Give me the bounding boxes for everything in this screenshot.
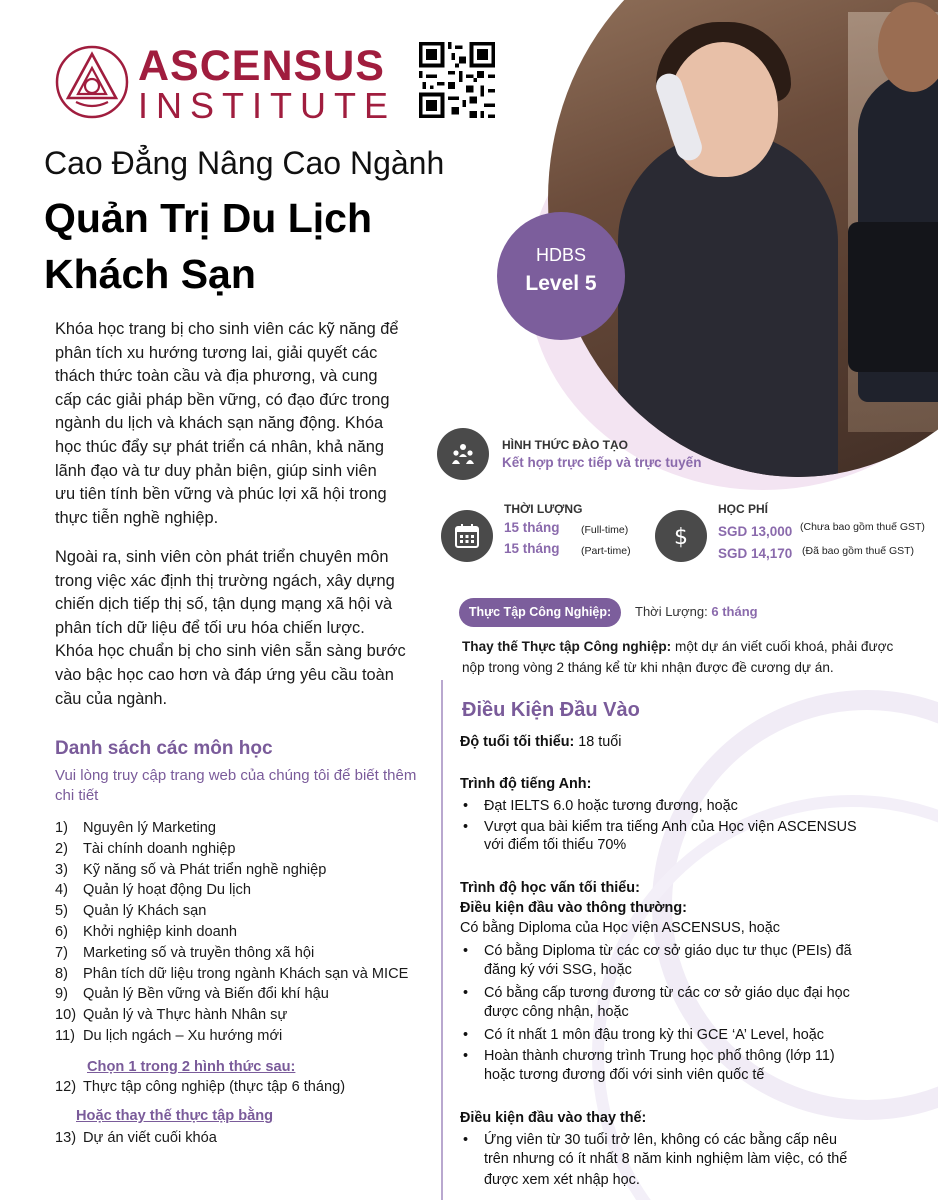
item-name: Tài chính doanh nghiệp [83, 840, 236, 857]
description-paragraph-2 [55, 546, 423, 711]
education-requirement-label [460, 880, 640, 896]
duration-fulltime-value: 15 tháng [504, 520, 560, 535]
list-item [55, 1130, 217, 1146]
list-item [55, 901, 408, 922]
text-line: phân tích dữ liệu để tối ưu hóa chiến lược. [55, 618, 365, 637]
item-number: 12) [55, 1079, 77, 1095]
list-item [55, 818, 408, 839]
item-name: Khởi nghiệp kinh doanh [83, 923, 238, 940]
list-item [55, 984, 408, 1005]
list-item-continuation: với điểm tối thiểu 70% [484, 837, 627, 853]
list-item [55, 860, 408, 881]
item-number: 7) [55, 944, 68, 961]
dollar-icon [655, 510, 707, 562]
item-number: 10) [55, 1007, 77, 1024]
list-item [55, 839, 408, 860]
min-age-value: 18 tuổi [574, 734, 622, 750]
english-label-text: Trình độ tiếng Anh: [460, 776, 592, 792]
list-item: • Ứng viên từ 30 tuổi trở lên, không có các bằng cấp nêu [460, 1130, 837, 1151]
item-name: Kỹ năng số và Phát triển nghề nghiệp [83, 861, 327, 878]
item-name: Nguyên lý Marketing [83, 820, 217, 836]
group-people-icon [437, 428, 489, 480]
item-name: Thực tập công nghiệp (thực tập 6 tháng) [83, 1079, 346, 1095]
column-divider [441, 680, 443, 1200]
description-paragraph-1 [55, 318, 423, 530]
normal-entry-list [460, 983, 850, 1004]
education-label-text: Trình độ học vấn tối thiểu: [460, 880, 640, 896]
internship-replacement-text [462, 636, 912, 678]
fee-note-1: (Chưa bao gồm thuế GST) [800, 521, 925, 533]
internship-duration-label: Thời Lượng: [635, 604, 708, 619]
text-line: thực tiễn nghề nghiệp. [55, 508, 219, 527]
text-line: Khóa học trang bị cho sinh viên các kỹ năng để [55, 320, 399, 338]
item-name: Marketing số và truyền thông xã hội [83, 944, 315, 961]
item-number: 11) [55, 1027, 76, 1044]
text-line: phân tích xu hướng tương lai, giải quyết các [55, 343, 378, 362]
item-number: 9) [55, 986, 68, 1003]
training-mode-label: HÌNH THỨC ĐÀO TẠO [502, 438, 628, 452]
replacement-label: Thay thế Thực tập Công nghiệp: [462, 639, 672, 654]
normal-entry-list [460, 941, 852, 962]
min-age-label: Độ tuổi tối thiểu: [460, 734, 575, 750]
logo-emblem-icon [54, 44, 130, 120]
item-name: Quản lý Khách sạn [83, 903, 207, 920]
list-item: • Có ít nhất 1 môn đậu trong kỳ thi GCE ‘A’ Level, hoặc [460, 1025, 835, 1046]
list-item-continuation: đăng ký với SSG, hoặc [484, 962, 632, 978]
text-line: học thúc đẩy sự phát triển cá nhân, khả năng [55, 437, 384, 456]
normal-entry-label-text: Điều kiện đầu vào thông thường: [460, 900, 687, 916]
logo-subtext: INSTITUTE [138, 85, 396, 126]
fee-value-1: SGD 13,000 [718, 524, 793, 539]
fee-value-2: SGD 14,170 [718, 546, 793, 561]
training-mode-value: Kết hợp trực tiếp và trực tuyến [502, 455, 702, 470]
internship-badge: Thực Tập Công Nghiệp: [459, 598, 621, 627]
english-requirement-list [460, 796, 857, 837]
alternative-option-label: Hoặc thay thế thực tập bằng [76, 1108, 274, 1124]
list-item: • Có bằng cấp tương đương từ các cơ sở giáo dục đại học [460, 983, 850, 1004]
institute-logo [54, 42, 396, 126]
entry-requirements-title: Điều Kiện Đầu Vào [462, 699, 640, 721]
item-number: 8) [55, 965, 68, 982]
item-number: 3) [55, 861, 68, 878]
list-item [55, 964, 408, 985]
list-item [55, 943, 408, 964]
item-number: 2) [55, 840, 68, 857]
alternative-entry-label [460, 1110, 646, 1126]
text-line: thách thức toàn cầu và địa phương, và cung [55, 367, 378, 386]
list-item: • Hoàn thành chương trình Trung học phổ thông (lớp 11) [460, 1046, 835, 1067]
item-name: Quản lý Bền vững và Biến đổi khí hậu [83, 986, 329, 1003]
course-list-subtitle-link[interactable]: Vui lòng truy cập trang web của chúng tôi để biết thêm chi tiết [55, 767, 417, 804]
list-item-continuation: hoặc tương đương đối với sinh viên quốc tế [484, 1067, 765, 1083]
item-name: Dự án viết cuối khóa [83, 1130, 217, 1146]
duration-fulltime-note: (Full-time) [581, 524, 629, 536]
fee-note-2: (Đã bao gồm thuế GST) [802, 545, 915, 557]
item-name: Quản lý và Thực hành Nhân sự [83, 1007, 288, 1024]
internship-duration [635, 604, 758, 619]
course-list [55, 818, 408, 1047]
normal-entry-list [460, 1025, 835, 1066]
text-line: Ngoài ra, sinh viên còn phát triển chuyên môn [55, 548, 389, 566]
duration-label: THỜI LƯỢNG [504, 502, 583, 516]
text-line: lãnh đạo và tư duy phản biện, giúp sinh viên [55, 461, 377, 480]
item-number: 4) [55, 882, 68, 899]
list-item-continuation: trên nhưng có ít nhất 8 năm kinh nghiệm làm việc, có thể [484, 1151, 848, 1167]
item-name: Phân tích dữ liệu trong ngành Khách sạn và MICE [83, 965, 409, 982]
english-requirement-label [460, 776, 591, 792]
list-item [55, 1079, 345, 1095]
program-level-title: Cao Đẳng Nâng Cao Ngành [44, 145, 445, 181]
list-item [55, 880, 408, 901]
choose-option-label: Chọn 1 trong 2 hình thức sau: [87, 1059, 296, 1075]
svg-text:$: $ [674, 525, 688, 550]
text-line: vào bậc học cao hơn và đáp ứng yêu cầu toàn [55, 665, 394, 684]
program-name-line-2: Khách Sạn [44, 251, 256, 297]
list-item-continuation: được công nhận, hoặc [484, 1004, 629, 1020]
list-item [55, 1026, 408, 1047]
text-line: cấp các giải pháp bền vững, có đạo đức trong [55, 390, 390, 409]
item-number: 13) [55, 1130, 77, 1146]
alternative-entry-list [460, 1130, 837, 1151]
duration-parttime-note: (Part-time) [581, 545, 631, 557]
list-item [55, 1005, 408, 1026]
level-badge [497, 212, 625, 340]
list-item: • Vượt qua bài kiểm tra tiếng Anh của Học viện ASCENSUS [460, 817, 857, 838]
replacement-body: một dự án viết cuối khoá, phải được nộp trong vòng 2 tháng kể từ khi nhận được đề cương dự án. [462, 639, 894, 675]
item-number: 5) [55, 903, 68, 920]
list-item: • Có bằng Diploma từ các cơ sở giáo dục tư thục (PEIs) đã [460, 941, 852, 962]
alternative-entry-label-text: Điều kiện đầu vào thay thế: [460, 1110, 647, 1126]
program-name-line-1: Quản Trị Du Lịch [44, 195, 373, 241]
list-item [55, 922, 408, 943]
internship-duration-value: 6 tháng [711, 604, 758, 619]
badge-line-2: Level 5 [525, 272, 597, 295]
list-item: • Đạt IELTS 6.0 hoặc tương đương, hoặc [460, 796, 857, 817]
text-line: trong việc xác định thị trường ngách, xây dựng [55, 571, 395, 590]
item-name: Du lịch ngách – Xu hướng mới [83, 1027, 283, 1044]
list-item-continuation: được xem xét nhập học. [484, 1172, 640, 1188]
text-line: ngành du lịch và khách sạn năng động. Khóa [55, 414, 384, 433]
normal-entry-intro: Có bằng Diploma của Học viện ASCENSUS, hoặc [460, 920, 780, 936]
duration-parttime-value: 15 tháng [504, 541, 560, 556]
text-line: chiến dịch tiếp thị số, tận dụng mạng xã hội và [55, 595, 393, 614]
min-age-line [460, 734, 622, 750]
text-line: ưu tiên tính bền vững và phúc lợi xã hội trong [55, 485, 387, 504]
text-line: cầu của ngành. [55, 689, 168, 708]
item-number: 1) [55, 820, 68, 836]
badge-line-1: HDBS [535, 245, 586, 265]
fee-label: HỌC PHÍ [718, 502, 769, 516]
item-number: 6) [55, 923, 68, 940]
logo-text: ASCENSUS [138, 42, 385, 90]
text-line: Khóa học chuẩn bị cho sinh viên sẵn sàng bước [55, 642, 406, 661]
item-name: Quản lý hoạt động Du lịch [83, 882, 251, 899]
program-name-title [44, 190, 372, 302]
course-list-title: Danh sách các môn học [55, 738, 273, 759]
qr-code-icon[interactable] [419, 42, 495, 118]
normal-entry-label [460, 900, 687, 916]
calendar-icon [441, 510, 493, 562]
